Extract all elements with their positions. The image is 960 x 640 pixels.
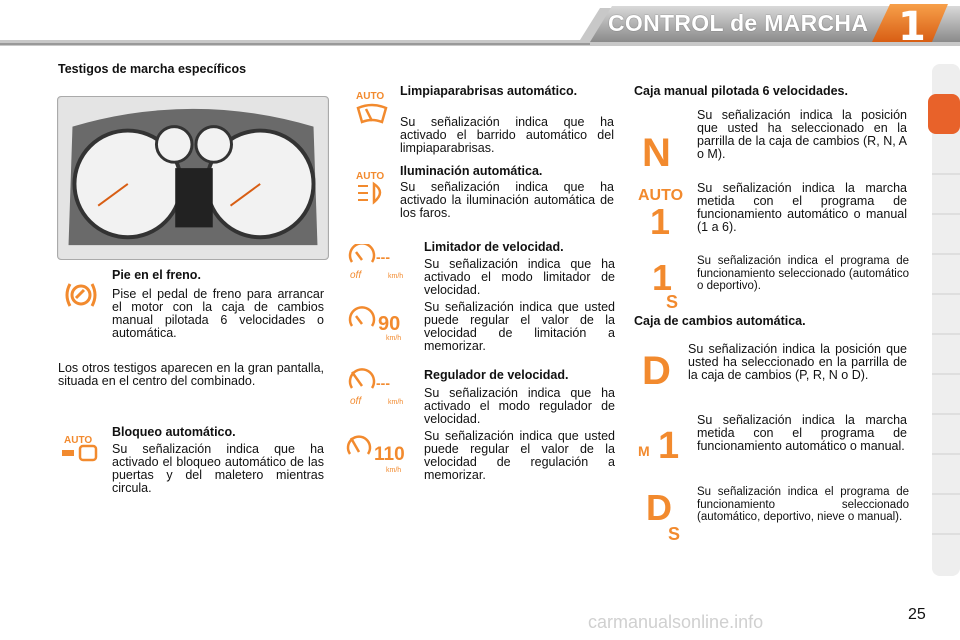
auto-lock-icon-label: AUTO <box>64 435 93 446</box>
other-warnings-text: Los otros testigos aparecen en la gran pantalla, situada en el centro del combinado. <box>58 361 324 388</box>
gear-auto-icon <box>638 184 684 236</box>
auto-lock-title: Bloqueo automático. <box>112 425 236 439</box>
cruise-control-value-icon <box>346 432 412 476</box>
gear-auto-label: AUTO <box>638 187 684 204</box>
cruise-control-text-1: Su señalización indica que ha activado el modo regulador de velocidad. <box>424 386 615 426</box>
cruise-control-off-dashes: --- <box>376 375 390 391</box>
gear-m-text: Su señalización indica la marcha metida con el programa de funcionamiento automático o manual. <box>697 413 907 453</box>
speed-limiter-off-unit: km/h <box>388 273 404 280</box>
watermark: carmanualsonline.info <box>588 612 764 632</box>
auto-lighting-icon-label: AUTO <box>356 171 385 182</box>
instrument-cluster-image <box>57 96 329 260</box>
speed-limiter-value: 90 <box>378 313 401 335</box>
cruise-control-value: 110 <box>374 444 405 465</box>
gear-auto-text: Su señalización indica la marcha metida con el programa de funcionamiento automático o manual (1 a 6). <box>697 181 907 234</box>
auto-lighting-icon <box>354 168 390 208</box>
chapter-number: 1 <box>898 4 926 50</box>
speed-limiter-title: Limitador de velocidad. <box>424 240 564 254</box>
brake-foot-icon <box>62 280 100 310</box>
speed-limiter-text-1: Su señalización indica que ha activado el modo limitador de velocidad. <box>424 257 615 297</box>
cruise-control-text-2: Su señalización indica que usted puede regular el valor de la velocidad de regulación a memorizar. <box>424 429 615 482</box>
gear-d-sport-text: Su señalización indica el programa de funcionamiento seleccionado (automático, deportivo, nieve o manual). <box>697 486 909 523</box>
brake-title: Pie en el freno. <box>112 268 201 282</box>
gear-d-letter: D <box>642 349 671 388</box>
gear-d-text: Su señalización indica la posición que usted ha seleccionado en la parrilla de la caja de cambios (P, R, N o D). <box>688 342 907 382</box>
gear-sport-digit: 1 <box>652 257 673 298</box>
cruise-control-title: Regulador de velocidad. <box>424 368 569 382</box>
gear-n-letter: N <box>642 131 671 170</box>
auto-lighting-text: Su señalización indica que ha activado la iluminación automática de los faros. <box>400 180 614 220</box>
gear-sport-text: Su señalización indica el programa de funcionamiento seleccionado (automático o deportivo). <box>697 255 909 292</box>
section-title: Testigos de marcha específicos <box>58 62 247 76</box>
gear-n-text: Su señalización indica la posición que usted ha seleccionado en la parrilla de la caja de cambios (R, N, A o M). <box>697 108 907 161</box>
speed-limiter-text-2: Su señalización indica que usted puede regular el valor de la velocidad de limitación a memorizar. <box>424 300 615 353</box>
gear-sport-s: S <box>666 292 679 310</box>
auto-wiper-icon-label: AUTO <box>356 91 385 102</box>
manual-gearbox-title: Caja manual pilotada 6 velocidades. <box>634 84 848 98</box>
chapter-tabs <box>928 64 960 576</box>
gear-d-sport-icon <box>646 486 692 542</box>
auto-wiper-text: Su señalización indica que ha activado el barrido automático del limpiaparabrisas. <box>400 115 614 155</box>
gear-d-sport-s: S <box>668 524 681 542</box>
auto-gearbox-title: Caja de cambios automática. <box>634 314 806 328</box>
auto-lock-icon <box>60 432 100 466</box>
cruise-control-off-icon <box>346 368 412 408</box>
speed-limiter-off-icon <box>346 244 412 284</box>
auto-lighting-title: Iluminación automática. <box>400 164 543 178</box>
cruise-control-value-unit: km/h <box>386 467 402 474</box>
gear-auto-digit: 1 <box>650 201 671 236</box>
cruise-control-off-unit: km/h <box>388 399 404 406</box>
speed-limiter-off-dashes: --- <box>376 249 390 265</box>
gear-sport-icon <box>650 256 690 310</box>
speed-limiter-value-unit: km/h <box>386 335 402 342</box>
cruise-control-off-label: off <box>350 396 362 407</box>
gear-d-icon <box>640 344 680 388</box>
gear-m-digit: 1 <box>658 425 680 462</box>
gear-m-letter: M <box>638 443 650 459</box>
brake-text: Pise el pedal de freno para arrancar el motor con la caja de cambios manual pilotada 6 velocidades o automática. <box>112 287 324 340</box>
auto-wiper-icon <box>354 88 390 128</box>
speed-limiter-value-icon <box>346 304 412 344</box>
speed-limiter-off-label: off <box>350 270 362 281</box>
gear-m-icon <box>636 422 688 462</box>
gear-n-icon <box>640 130 680 170</box>
page-number: 25 <box>908 606 926 623</box>
auto-wiper-title: Limpiaparabrisas automático. <box>400 84 578 98</box>
page-title: CONTROL de MARCHA <box>608 10 869 36</box>
gear-d-sport-letter: D <box>646 487 672 528</box>
auto-lock-text: Su señalización indica que ha activado el bloqueo automático de las puertas y del maletero mientras circula. <box>112 442 324 495</box>
